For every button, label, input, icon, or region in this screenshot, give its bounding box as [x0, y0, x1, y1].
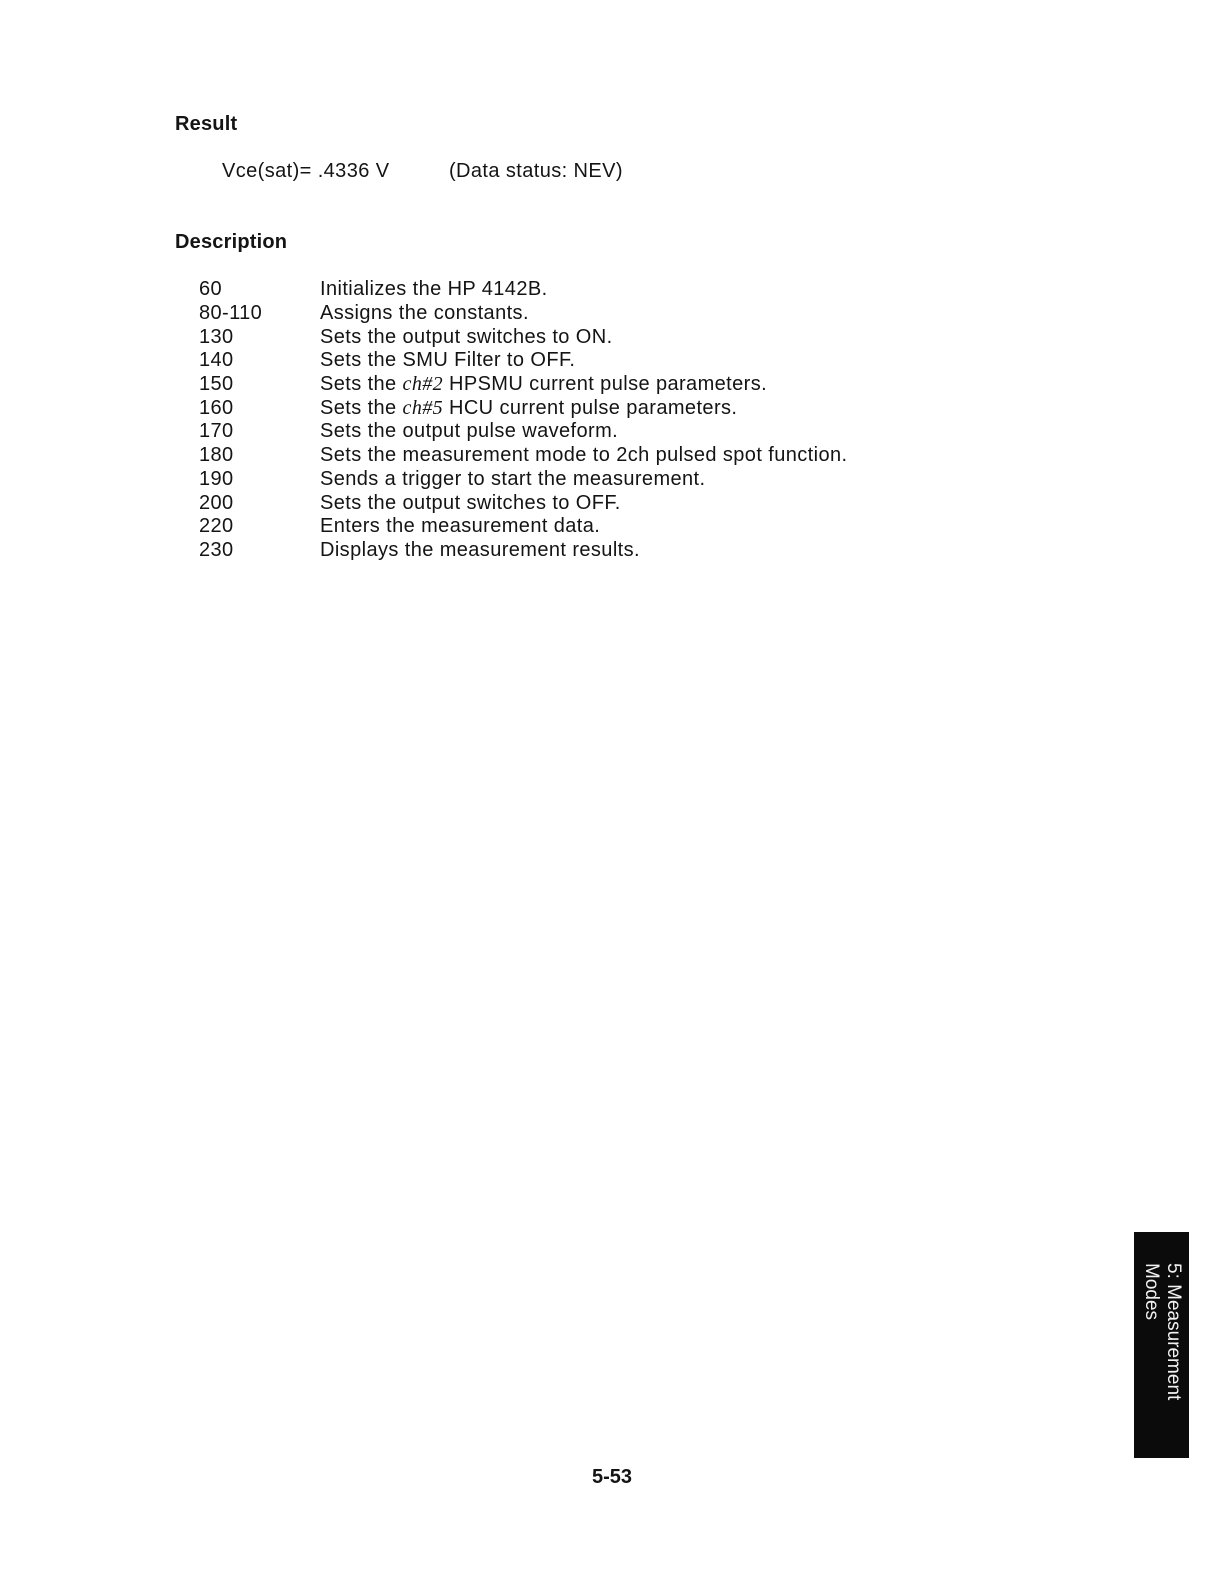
line-number: 190: [199, 467, 234, 490]
chapter-tab: [1134, 1232, 1189, 1458]
line-description: Sets the SMU Filter to OFF.: [320, 349, 576, 372]
line-description: Initializes the HP 4142B.: [320, 278, 548, 301]
description-row: [199, 325, 847, 349]
line-number: 150: [199, 373, 234, 396]
line-description: Sends a trigger to start the measurement.: [320, 467, 706, 490]
description-text-pre: Sets the: [320, 373, 403, 396]
description-row: [199, 302, 847, 326]
description-text-post: HPSMU current pulse parameters.: [443, 373, 768, 396]
line-number: 80-110: [199, 302, 263, 325]
chapter-tab-label: [1140, 1235, 1184, 1455]
line-description: Sets the measurement mode to 2ch pulsed spot function.: [320, 444, 848, 467]
line-description: Displays the measurement results.: [320, 538, 640, 561]
line-number: 130: [199, 325, 234, 348]
description-text-pre: Sets the: [320, 396, 403, 419]
chapter-tab-line1: 5: Measurement: [1162, 1263, 1184, 1401]
description-row: [199, 349, 847, 373]
chapter-tab-line2: Modes: [1140, 1263, 1162, 1321]
description-row: [199, 373, 847, 397]
description-row: [199, 515, 847, 539]
line-description: [320, 373, 767, 396]
line-number: 220: [199, 515, 234, 538]
line-number: 180: [199, 444, 234, 467]
description-row: [199, 396, 847, 420]
line-description: Assigns the constants.: [320, 302, 529, 325]
line-description: Sets the output pulse waveform.: [320, 420, 619, 443]
description-row: [199, 420, 847, 444]
channel-ref: ch#5: [402, 396, 444, 419]
channel-ref: ch#2: [402, 373, 444, 396]
description-text-post: HCU current pulse parameters.: [443, 396, 738, 419]
result-value: Vce(sat)= .4336 V: [222, 160, 390, 182]
description-row: [199, 539, 847, 563]
result-status: (Data status: NEV): [449, 160, 623, 182]
line-number: 60: [199, 278, 223, 301]
description-table: [199, 278, 847, 562]
line-description: Sets the output switches to ON.: [320, 325, 613, 348]
line-number: 160: [199, 396, 234, 419]
description-row: [199, 444, 847, 468]
line-description: Enters the measurement data.: [320, 515, 601, 538]
page-number: 5-53: [591, 1466, 633, 1488]
description-row: [199, 491, 847, 515]
description-row: [199, 468, 847, 492]
description-row: [199, 278, 847, 302]
line-number: 140: [199, 349, 234, 372]
line-description: Sets the output switches to OFF.: [320, 491, 621, 514]
line-number: 230: [199, 538, 234, 561]
description-heading: Description: [175, 231, 288, 253]
result-heading: Result: [175, 113, 238, 135]
line-number: 170: [199, 420, 234, 443]
line-number: 200: [199, 491, 234, 514]
line-description: [320, 397, 737, 420]
